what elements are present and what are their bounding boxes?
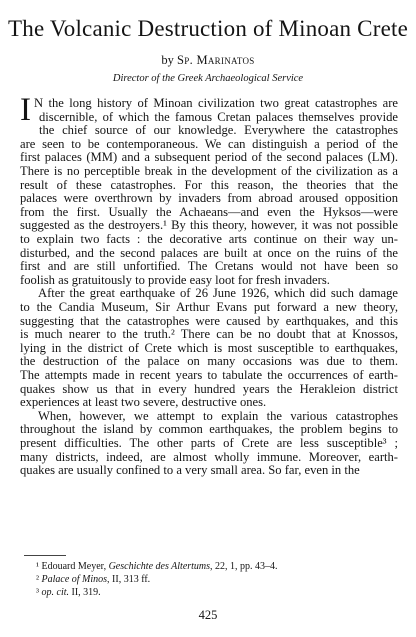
footnote-rule [24,555,66,556]
text-line: first and are still unfortified. The Cretans would not have been so [20,260,398,274]
footnote-ref: , II, 313 ff. [107,574,151,585]
footnote [36,574,150,586]
footnote-mark: ³ [36,587,42,598]
text-line: There is no perceptible break in the development of the civilization as a [20,165,398,178]
footnote-ref: , 22, 1, pp. 43–4. [210,561,278,572]
drop-cap: I [20,92,31,128]
text-line: throughout the island by common earthquakes, the problem begins to [20,423,398,437]
text-line: discernible, of which the famous Cretan palaces themselves provide [39,110,398,124]
text-line: palaces were overthrown by invaders from abroad aroused opposition [20,192,398,206]
footnote-text: Edouard Meyer, [41,561,109,572]
footnote-title: Geschichte des Altertums [108,561,211,572]
text-line: suggesting that the catastrophes were caused by earthquakes, and this [20,314,398,328]
footnote [36,561,278,573]
text-line: many districts, indeed, are almost wholly immune. Moreover, earth- [20,450,398,464]
text-line: are seen to be contemporaneous. We can distinguish a period of the [20,137,398,151]
footnote-title: op. cit. [41,587,69,598]
text-line: N the long history of Minoan civilization two great catastrophes are [34,97,398,110]
text-line: to explain two facts : the decorative arts continue on their way un- [20,233,398,246]
article-title: The Volcanic Destruction of Minoan Crete [8,16,408,41]
text-line: from the first. Usually the Achaeans—and even the Hyksos—were [20,205,398,219]
page-number: 425 [198,608,218,622]
text-line: result of these catastrophes. For this reason, the theories that the [20,178,398,192]
author-name: Sp. Marinatos [177,53,255,67]
text-line: the chief source of our knowledge. Everywhere the catastrophes [39,124,398,138]
text-line: experiences at least two severe, destructive ones. [20,396,267,410]
author-affiliation: Director of the Greek Archaeological Service [112,73,304,84]
text-line: present difficulties. The other parts of Crete are less susceptible³ ; [20,437,398,450]
footnote-mark: ¹ [36,561,42,572]
text-line: quakes are usually confined to a very small area. So far, even in the [20,464,360,478]
text-line: suggested as the destroyers.¹ By this theory, however, it was not possible [20,219,398,233]
text-line: disturbed, and the second palaces are built at once on the ruins of the [20,246,398,260]
byline-prefix: by [161,53,178,67]
text-line: lying in the district of Crete which is most susceptible to earthquakes, [20,341,398,355]
text-line: to the Candia Museum, Sir Arthur Evans put forward a new theory, [20,301,398,314]
byline [0,53,416,68]
text-line: quakes show us that in every hundred years the Herakleion district [20,382,398,396]
text-line: the destruction of the palace on many occasions was due to them. [20,355,398,369]
footnote-title: Palace of Minos [41,574,108,585]
footnote [36,587,101,599]
text-line: After the great earthquake of 26 June 1926, which did such damage [38,287,398,301]
footnote-ref: II, 319. [69,587,101,598]
text-line: first palaces (MM) and a subsequent period of the second palaces (LM). [20,151,398,165]
text-line: foolish as gratuitously to provide easy loot for fresh invaders. [20,273,330,287]
text-line: The attempts made in recent years to tabulate the occurrences of earth- [20,369,398,382]
text-line: When, however, we attempt to explain the various catastrophes [38,409,398,423]
text-line: is much nearer to the truth.² There can be no doubt that at Knossos, [20,328,398,342]
footnote-mark: ² [36,574,42,585]
